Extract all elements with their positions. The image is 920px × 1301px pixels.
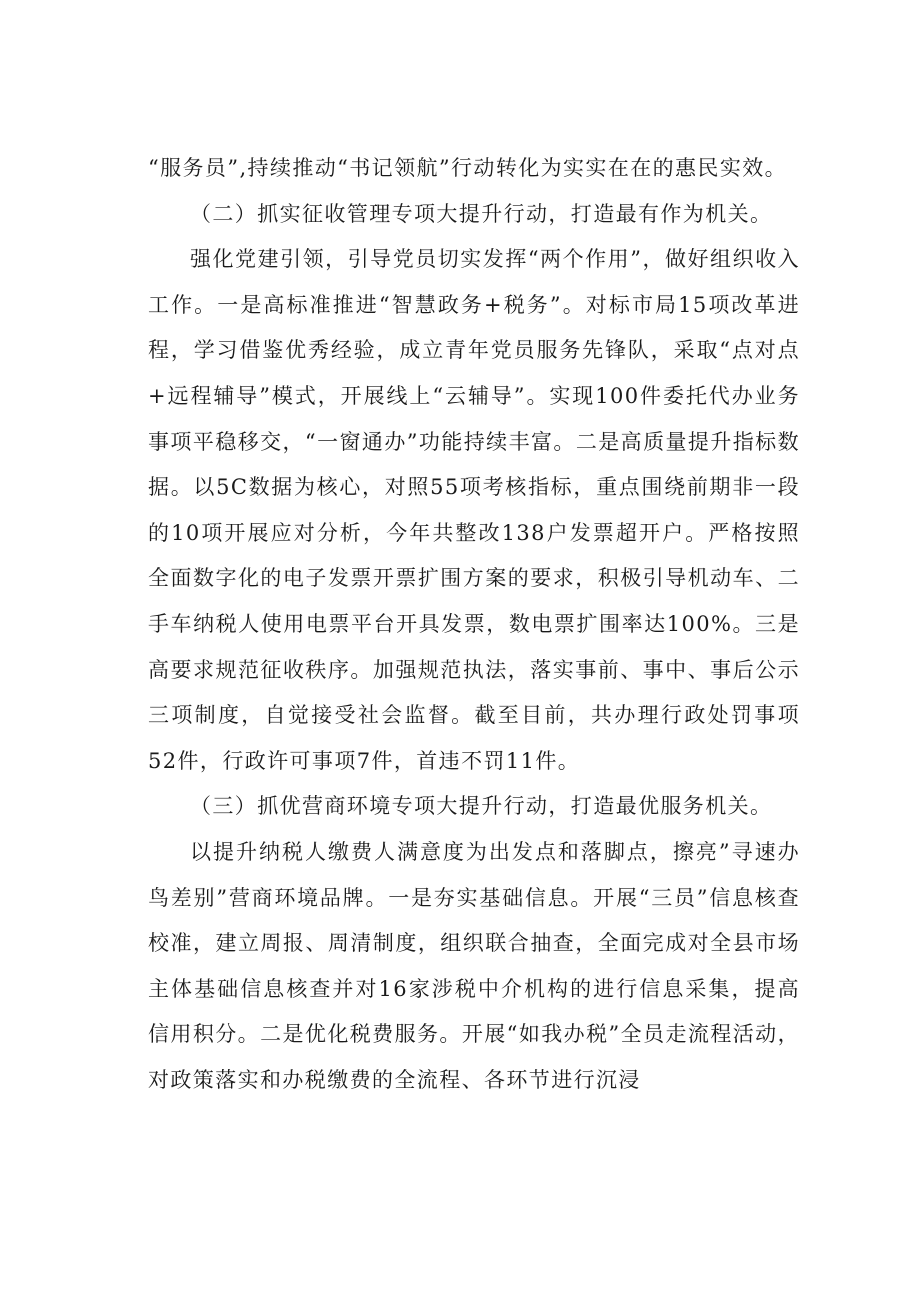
section-heading-2: （二）抓实征收管理专项大提升行动，打造最有作为机关。 xyxy=(190,201,773,226)
document-body xyxy=(148,146,800,1103)
paragraph-collection-management: 强化党建引领，引导党员切实发挥“两个作用”，做好组织收入工作。一是高标准推进“智慧政务+税务”。对标市局15项改革进程，学习借鉴优秀经验，成立青年党员服务先锋队，采取“点对点+远程辅导”模式，开展线上“云辅导”。实现100件委托代办业务事项平稳移交，“一窗通办”功能持续丰富。二是高质量提升指标数据。以5C数据为核心，对照55项考核指标，重点围绕前期非一段的10项开展应对分析，今年共整改138户发票超开户。严格按照全面数字化的电子发票开票扩围方案的要求，积极引导机动车、二手车纳税人使用电票平台开具发票，数电票扩围率达100%。三是高要求规范征收秩序。加强规范执法，落实事前、事中、事后公示三项制度，自觉接受社会监督。截至目前，共办理行政处罚事项52件，行政许可事项7件，首违不罚11件。 xyxy=(148,247,800,773)
paragraph-business-environment: 以提升纳税人缴费人满意度为出发点和落脚点，擦亮”寻速办鸟差别”营商环境品牌。一是夯实基础信息。开展“三员”信息核查校准，建立周报、周清制度，组织联合抽查，全面完成对全县市场主体基础信息核查并对16家涉税中介机构的进行信息采集，提高信用积分。二是优化税费服务。开展“如我办税”全员走流程活动，对政策落实和办税缴费的全流程、各环节进行沉浸 xyxy=(148,839,800,1092)
section-heading-3: （三）抓优营商环境专项大提升行动，打造最优服务机关。 xyxy=(190,794,773,819)
paragraph-continuation: “服务员”,持续推动“书记领航”行动转化为实实在在的惠民实效。 xyxy=(148,156,788,180)
